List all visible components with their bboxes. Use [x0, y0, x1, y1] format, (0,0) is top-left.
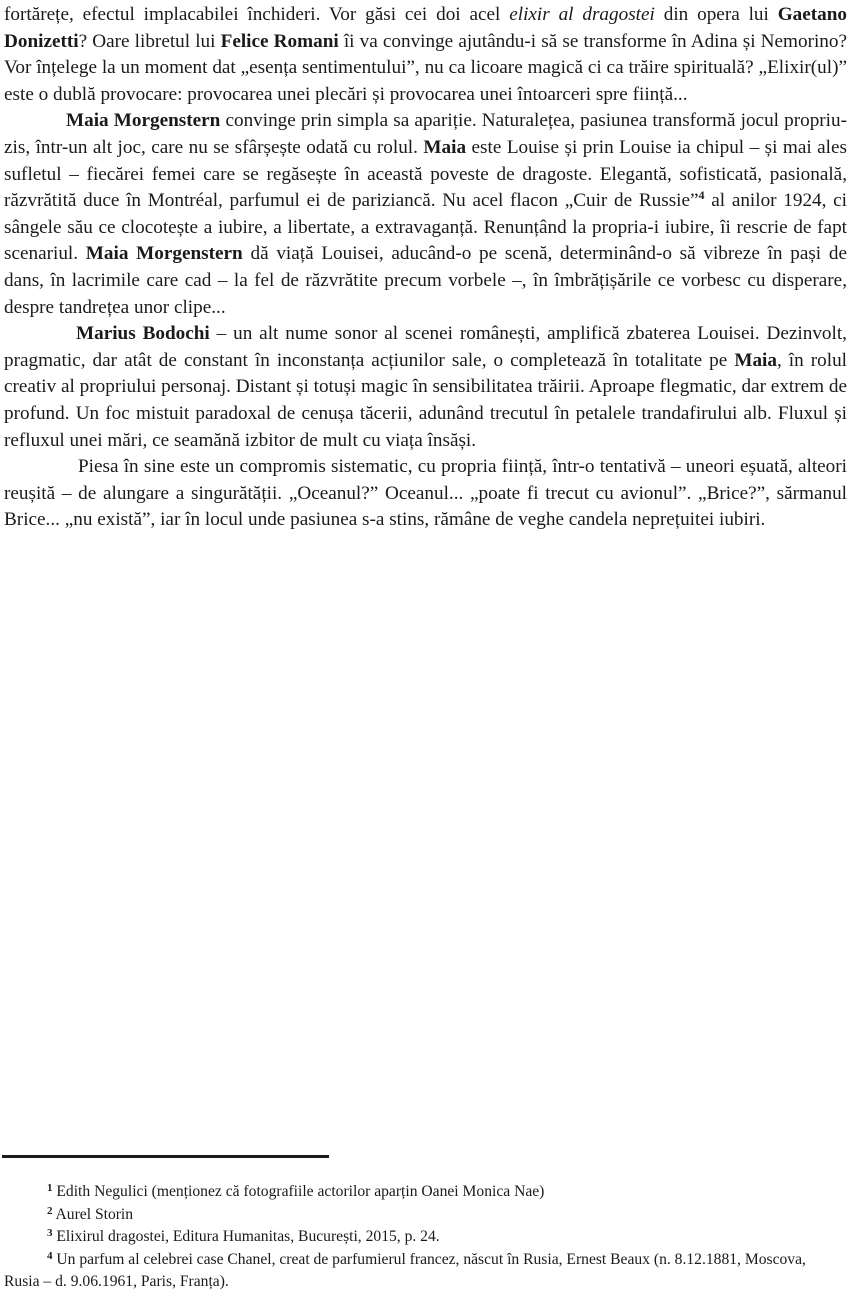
paragraph-1	[4, 2, 847, 108]
footnote-1	[4, 1181, 844, 1204]
text-run: Piesa în sine este un compromis sistematic, cu propria ființă, într-o tentativă – uneori eșuată, alteori reușită – de alungare a singurătății. „Oceanul?” Oceanul... „poate fi trecut cu avionul”. „Brice?”, sărmanul Brice... „nu există”, iar în locul unde pasiunea s-a stins, rămâne de veghe candela neprețuitei iubiri.	[4, 456, 847, 531]
footnote-number: 3	[47, 1227, 53, 1239]
text-run: convinge prin simpla sa apariție. Naturalețea, pasiunea transformă jocul propriu-zis, într-un alt joc, care nu se sfârșește odată cu rolul.	[4, 110, 847, 158]
paragraph-2	[4, 108, 847, 321]
bold-name: Gaetano Donizetti	[4, 4, 848, 52]
footnote-text: Aurel Storin	[52, 1205, 134, 1223]
footnote-number: 2	[47, 1204, 53, 1217]
footnote-ref: 4	[698, 188, 705, 203]
text-run: , în rolul creativ al propriului personaj. Distant și totuși magic în sensibilitatea trăirii. Aproape flegmatic, dar extrem de profund. Un foc mistuit paradoxal de cenușa tăcerii, adunând trecutul în petalele trandafirului alb. Fluxul și refluxul unei mări, ce seamănă izbitor de mult cu viața însăși.	[4, 349, 847, 451]
bold-name: Felice Romani	[220, 30, 339, 52]
text-run: dă viață Louisei, aducând-o pe scenă, determinând-o să vibreze în pași de dans, în lacrimile care cad – la fel de răzvrătite precum vorbele –, în îmbrățișările ce vorbesc cu disperare, despre tandrețea unor clipe...	[4, 243, 847, 318]
text-run: – un alt nume sonor al scenei românești, amplifică zbaterea Louisei. Dezinvolt, pragmatic, dar atât de constant în inconstanța acțiunilor sale, o completează în totalitate pe	[4, 323, 847, 371]
footnote-number: 4	[47, 1249, 53, 1262]
footnote-4	[4, 1249, 844, 1294]
footnote-divider	[2, 1155, 329, 1158]
bold-name: Maia Morgenstern	[66, 110, 221, 132]
text-run: ? Oare libretul lui	[78, 30, 221, 52]
footnote-text: Un parfum al celebrei case Chanel, creat de parfumierul francez, născut în Rusia, Ernest Beaux (n. 8.12.1881, Moscova, Rusia – d. 9.06.1961, Paris, Franța).	[4, 1250, 806, 1290]
footnote-text: Edith Negulici (menționez că fotografiile actorilor aparțin Oanei Monica Nae)	[52, 1183, 545, 1200]
article-body	[4, 2, 847, 534]
paragraph-3	[4, 321, 847, 454]
text-run: este Louise și prin Louise ia chipul – și mai ales sufletul – fiecărei femei care se regăsește în această poveste de dragoste. Elegantă, sofisticată, pasională, răzvrătită duce în Montréal, parfumul ei de pariziancă. Nu acel flacon „Cuir de Russie”	[4, 136, 847, 212]
bold-name: Maia	[734, 349, 777, 371]
text-run: din opera lui	[654, 4, 778, 25]
bold-name: Marius Bodochi	[76, 323, 210, 345]
footnotes	[4, 1181, 844, 1294]
bold-name: Maia Morgenstern	[85, 243, 243, 265]
text-run: al anilor 1924, ci sângele său ce clocotește a iubire, a libertate, a extravaganță. Renunțând la propria-i iubire, îi rescrie de fapt scenariul.	[4, 190, 848, 265]
paragraph-4	[4, 454, 847, 534]
bold-name: Maia	[423, 136, 467, 158]
text-run: fortărețe, efectul implacabilei închideri. Vor găsi cei doi acel	[4, 4, 510, 25]
text-run: îi va convinge ajutându-i să se transforme în Adina și Nemorino? Vor înțelege la un moment dat „esența sentimentului”, nu ca licoare magică ci ca trăire spirituală? „Elixir(ul)” este o dublă provocare: provocarea unei plecări și provocarea unei întoarceri spre ființă...	[4, 30, 847, 105]
footnote-number: 1	[47, 1182, 53, 1194]
footnote-2	[4, 1204, 844, 1227]
italic-title: elixir al dragostei	[509, 4, 655, 25]
footnote-3	[4, 1226, 844, 1249]
footnote-text: Elixirul dragostei, Editura Humanitas, București, 2015, p. 24.	[52, 1228, 440, 1245]
